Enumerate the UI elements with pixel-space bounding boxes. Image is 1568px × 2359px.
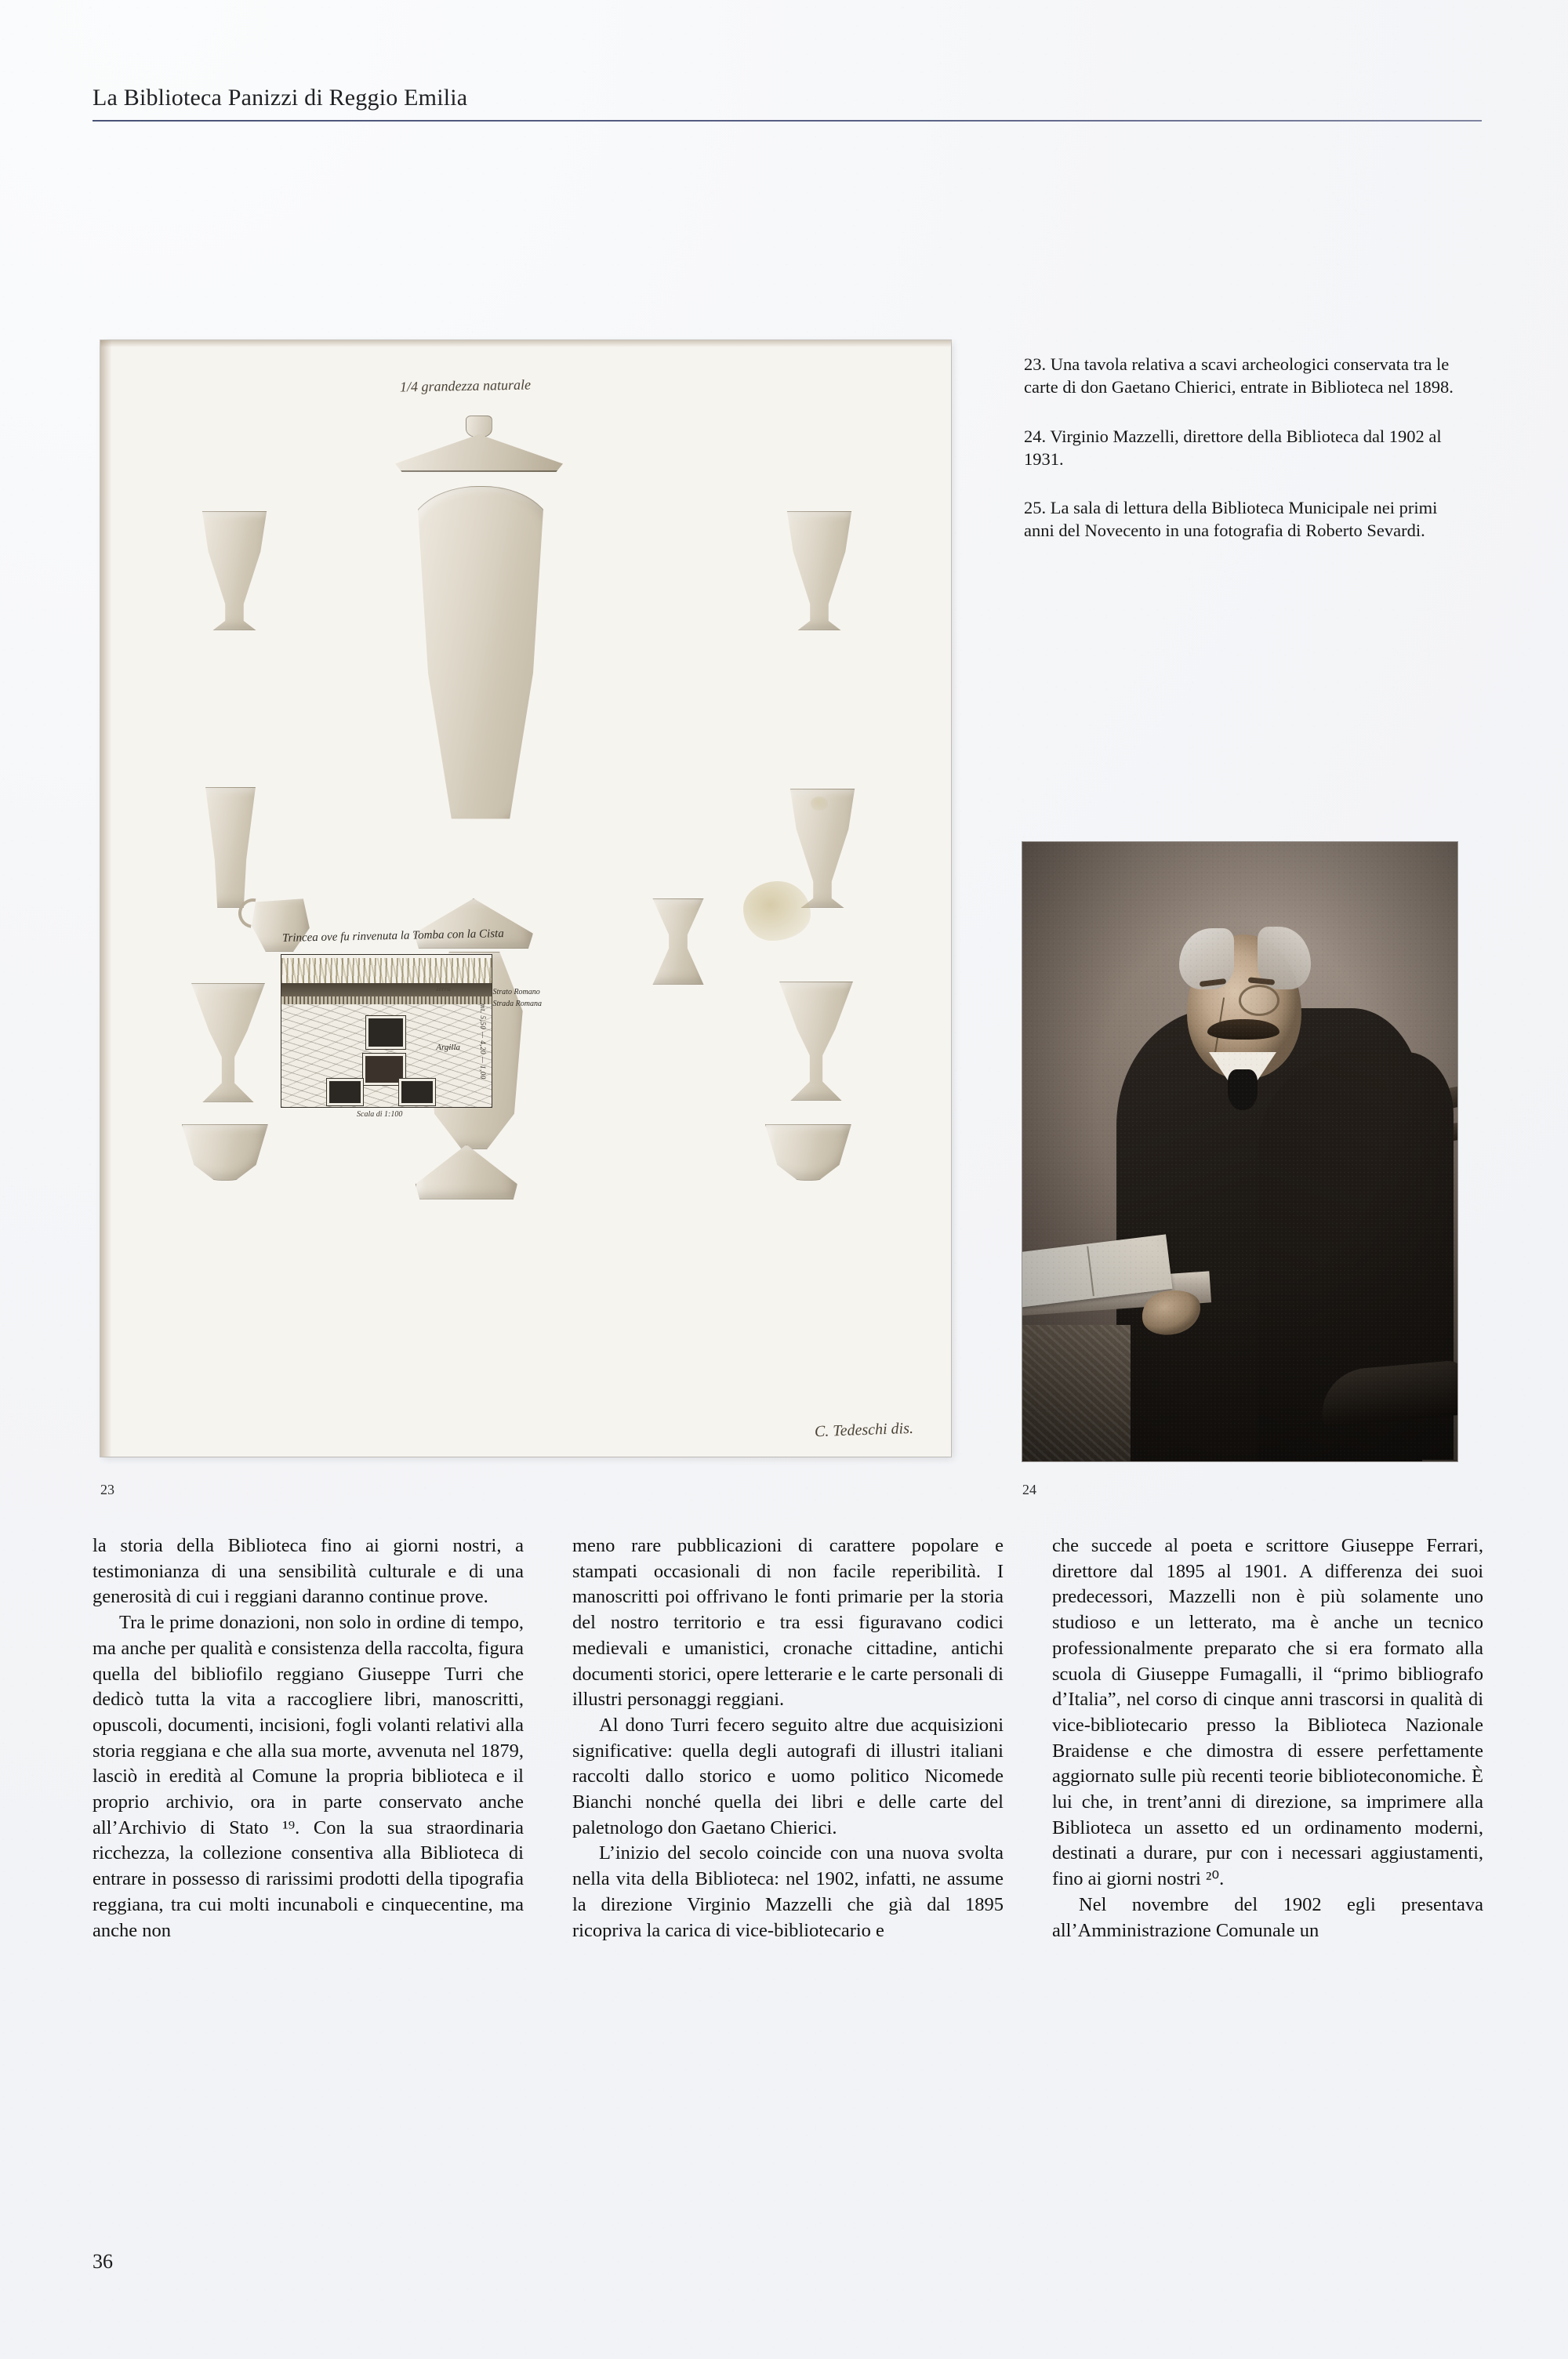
tomb-box — [327, 1079, 363, 1105]
photo-vignette — [1022, 842, 1457, 1461]
plate-top-edge — [100, 340, 951, 347]
paragraph: Al dono Turri fecero seguito altre due acquisizioni significative: quella degli autografi di illustri italiani raccolti dallo storico e uomo politico Nicomede Bianchi nonché quella dei libri e delle carte del paletnologo don Gaetano Chierici. — [572, 1714, 1004, 1838]
goblet-icon — [776, 982, 855, 1099]
plate-scale-note: 1/4 grandezza naturale — [399, 376, 532, 395]
roman-road-layer — [281, 996, 492, 1004]
argilla-label: Argilla — [436, 1043, 460, 1052]
bowl-icon — [182, 1124, 267, 1179]
caption-25: 25. La sala di lettura della Biblioteca Municipale nei primi anni del Novecento in una fotografia di Roberto Sevardi. — [1024, 498, 1438, 541]
vessel-icon — [198, 787, 262, 906]
text-column-3 — [1052, 1533, 1483, 1943]
figure-23-archaeological-plate — [100, 340, 951, 1457]
figure-24-portrait-photograph — [1022, 842, 1457, 1461]
paragraph: Tra le prime donazioni, non solo in ordine di tempo, ma anche per qualità e consistenza della raccolta, figura quella del bibliofilo reggiano Giuseppe Turri che dedicò tutta la vita a raccogliere libri, manoscritti, opuscoli, documenti, incisioni, fogli volanti relativi alla storia reggiana e che alla sua morte, avvenuta nel 1879, lasciò in eredità al Comune la propria biblioteca e il proprio archivio, ora in parte conservato anche all’Archivio di Stato ¹⁹. Con la sua straordinaria ricchezza, la collezione consentiva alla Biblioteca di entrare in possesso di rarissimi prodotti della tipografia reggiana, tra cui molti incunaboli e cinquecentine, ma anche non — [93, 1612, 524, 1941]
vessel-icon — [196, 511, 271, 629]
topsoil-layer — [281, 983, 492, 996]
lid-icon — [416, 1145, 516, 1198]
excavation-section-diagram — [281, 954, 542, 1119]
page-number: 36 — [93, 2250, 113, 2273]
paper-stain — [743, 881, 811, 941]
paper-stain — [811, 797, 828, 811]
stratigraphy-labels — [493, 986, 543, 1010]
artist-signature: C. Tedeschi dis. — [814, 1419, 914, 1441]
running-head-title: La Biblioteca Panizzi di Reggio Emilia — [93, 85, 468, 111]
caption-24: 24. Virginio Mazzelli, direttore della Biblioteca dal 1902 al 1931. — [1024, 426, 1442, 469]
scale-bar-label: Scala di 1:100 — [357, 1110, 403, 1119]
body-text-columns — [93, 1533, 1483, 1943]
tomb-box — [366, 1016, 405, 1049]
spool-vessel-icon — [649, 898, 706, 983]
figure-number-24: 24 — [1022, 1482, 1036, 1497]
bowl-icon — [765, 1124, 850, 1179]
paragraph: la storia della Biblioteca fino ai giorni nostri, a testimonianza di una sensibilità culturale e di una generosità di cui i reggiani daranno continue prove. — [93, 1535, 524, 1608]
text-column-2 — [572, 1533, 1004, 1943]
paragraph: Nel novembre del 1902 egli presentava all’Amministrazione Comunale un — [1052, 1893, 1483, 1941]
text-column-1 — [93, 1533, 524, 1943]
excavation-section-title: Trincea ove fu rinvenuta la Tomba con la Cista — [281, 927, 504, 945]
strato-romano-label: Strato Romano — [492, 988, 540, 996]
paragraph: meno rare pubblicazioni di carattere popolare e stampati occasionali di non facile reperibilità. I manoscritti poi offrivano le fonti primarie per la storia del nostro territorio e tra essi figuravano codici medievali e umanistici, cronache cittadine, antichi documenti storici, opere letterarie e le carte personali di illustri personaggi reggiani. — [572, 1535, 1004, 1711]
paragraph: L’inizio del secolo coincide con una nuova svolta nella vita della Biblioteca: nel 1902, infatti, ne assume la direzione Virginio Mazzelli che già dal 1895 ricopriva la carica di vice-bibliotecario e — [572, 1842, 1004, 1941]
strada-romana-label: Strada Romana — [492, 1000, 542, 1008]
goblet-icon — [188, 983, 267, 1101]
terra-label: Terra — [435, 985, 451, 993]
vegetation-layer — [281, 958, 492, 985]
vessel-icon — [781, 511, 856, 629]
tomb-box — [399, 1079, 435, 1105]
paragraph: che succede al poeta e scrittore Giuseppe Ferrari, direttore dal 1895 al 1901. A differenza dei suoi predecessori, Mazzelli non è più solamente uno studioso e un letterato, ma è anche un tecnico professionalmente preparato che si era formato alla scuola di Giuseppe Fumagalli, il “primo bibliografo d’Italia”, nel corso di cinque anni trascorsi in qualità di vice-bibliotecario presso la Biblioteca Nazionale Braidense e che dimostra di essere perfettamente aggiornato sulle più recenti teorie biblioteconomiche. È lui che, in trent’anni di direzione, sa imprimere alla Biblioteca un assetto ed un ordinamento moderni, destinati a durare, pur con i necessari aggiustamenti, fino ai giorni nostri ²⁰. — [1052, 1535, 1483, 1890]
depth-measurements-label: mt. 5,50 — 4,20 — 1,00 — [479, 1003, 487, 1080]
running-head — [93, 85, 1480, 122]
figure-captions-block — [1024, 353, 1455, 543]
caption-23: 23. Una tavola relativa a scavi archeologici conservata tra le carte di don Gaetano Chierici, entrate in Biblioteca nel 1898. — [1024, 354, 1454, 397]
central-urn-icon — [408, 486, 552, 831]
urn-lid-icon — [395, 416, 563, 472]
figure-number-23: 23 — [100, 1482, 114, 1497]
plate-left-edge — [100, 340, 111, 1457]
running-head-rule — [93, 120, 1482, 122]
